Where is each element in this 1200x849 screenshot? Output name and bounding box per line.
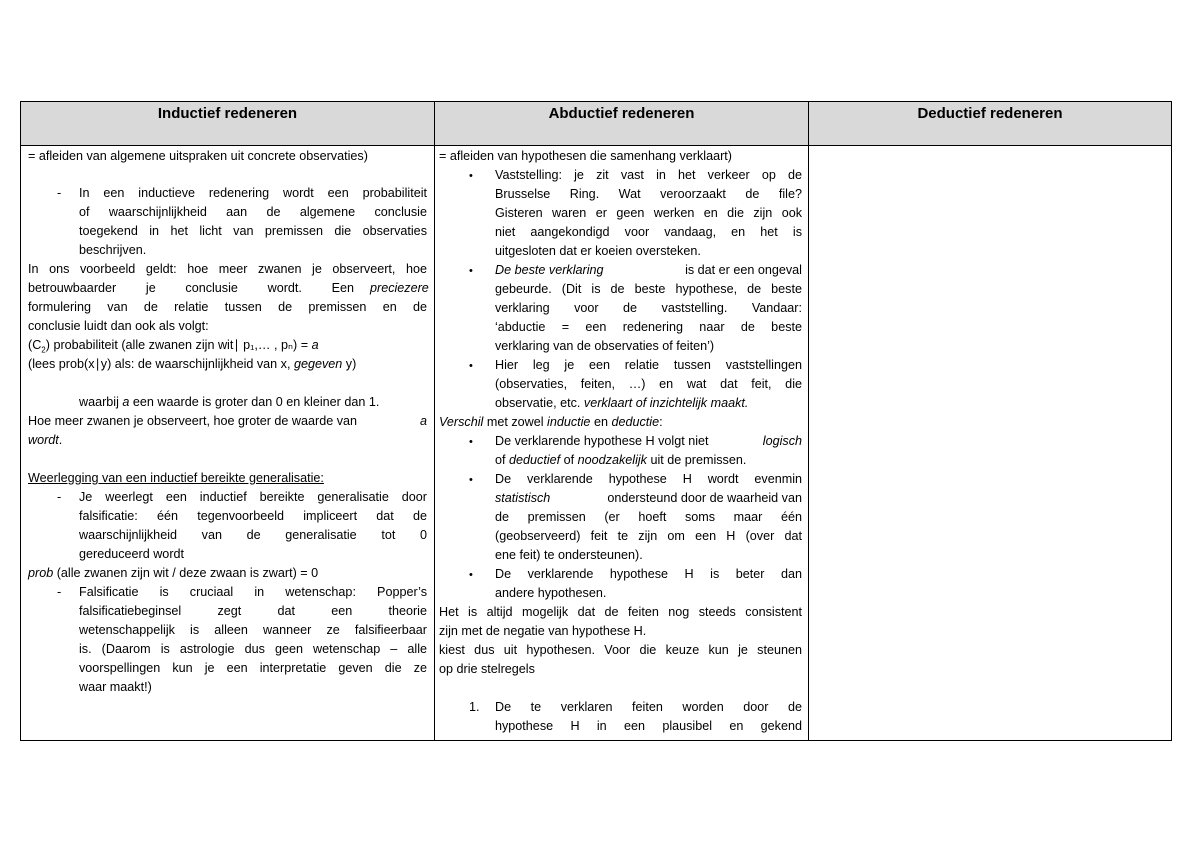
header-deductief: Deductief redeneren (809, 102, 1172, 146)
text-line: De te verklaren feiten worden door de (495, 700, 802, 714)
text-segment: (alle zwanen zijn wit / deze zwaan is zwart) = 0 (53, 566, 319, 580)
formula-subscript: 2 (41, 345, 46, 355)
text-segment: ondersteund door de waarheid van (607, 491, 802, 505)
text-line: In ons voorbeeld geldt: hoe meer zwanen je observeert, hoe (28, 262, 427, 276)
italic-word: noodzakelijk (577, 453, 647, 467)
italic-word: statistisch (495, 491, 551, 505)
text-line: kiest dus uit hypothesen. Voor die keuze kun je steunen (439, 643, 802, 657)
text-line: voorspellingen kun je een interpretatie geven die ze (79, 661, 427, 675)
text-line: verklaring van de observaties of feiten’) (495, 339, 715, 353)
header-row (21, 102, 1172, 146)
text-line: ‘abductie = een redenering naar de beste (495, 320, 802, 334)
italic-word: Verschil (439, 415, 484, 429)
dash-bullet: - (57, 490, 62, 504)
formula-explanation (28, 355, 356, 374)
text-line: hypothese H in een plausibel en gekend (495, 719, 802, 733)
text-line: ene feit) te ondersteunen). (495, 548, 643, 562)
text-segment: . (58, 433, 63, 447)
content-row (21, 146, 1172, 741)
text-line: uitgesloten dat er koeien oversteken. (495, 244, 701, 258)
bullet-dot: • (469, 265, 473, 277)
text-segment: waarbij (79, 395, 123, 409)
text-segment: een waarde is groter dan 0 en kleiner dan 1. (129, 395, 380, 409)
text-line: gebeurde. (Dit is de beste hypothese, de beste (495, 282, 802, 296)
text-line (28, 412, 427, 431)
bullet-dot: • (469, 569, 473, 581)
text-line: (geobserveerd) feit te zijn om een H (over dat (495, 529, 802, 543)
bullet-dot: • (469, 474, 473, 486)
italic-word: a (122, 395, 130, 409)
italic-word: logisch (762, 434, 802, 448)
text-line (79, 393, 379, 412)
text-line: zijn met de negatie van hypothese H. (439, 624, 647, 638)
text-line: falsificatiebeginsel zegt dat een theorie (79, 604, 427, 618)
text-segment: met zowel (483, 415, 548, 429)
text-segment: (lees prob(x∣y) als: de waarschijnlijkheid van x, (28, 357, 294, 371)
formula-variable: a (311, 338, 319, 352)
text-line (495, 261, 802, 280)
text-line: Gisteren waren er geen werken en die zijn ook (495, 206, 802, 220)
text-line: beschrijven. (79, 243, 147, 257)
text-line: Falsificatie is cruciaal in wetenschap: Popper’s (79, 585, 427, 599)
text-line: de premissen (er hoeft soms maar één (495, 510, 802, 524)
text-line: Vaststelling: je zit vast in het verkeer op de (495, 168, 802, 182)
list-number: 1. (469, 700, 480, 714)
text-segment: of (495, 453, 510, 467)
italic-word: wordt (28, 433, 59, 447)
italic-word: prob (28, 566, 54, 580)
text-segment: of (560, 453, 578, 467)
text-segment: observatie, etc. (495, 396, 584, 410)
italic-word: deductie (611, 415, 660, 429)
text-line: toegekend in het licht van premissen die observaties (79, 224, 427, 238)
dash-bullet: - (57, 186, 62, 200)
bullet-dot: • (469, 436, 473, 448)
text-segment: uit de premissen. (646, 453, 747, 467)
text-segment: is dat er een ongeval (685, 263, 802, 277)
text-line: conclusie luidt dan ook als volgt: (28, 319, 209, 333)
text-line: waarschijnlijkheid van de generalisatie tot 0 (79, 528, 427, 542)
text-line: De verklarende hypothese H is beter dan (495, 567, 802, 581)
definition-line: = afleiden van hypothesen die samenhang verklaart) (439, 149, 732, 163)
text-line: Hier leg je een relatie tussen vaststellingen (495, 358, 802, 372)
italic-word: gegeven (293, 357, 343, 371)
text-line: In een inductieve redenering wordt een probabiliteit (79, 186, 427, 200)
text-segment: Hoe meer zwanen je observeert, hoe groter de waarde van (28, 414, 358, 428)
text-line: gereduceerd wordt (79, 547, 185, 561)
italic-word: deductief (509, 453, 561, 467)
bullet-dot: • (469, 360, 473, 372)
italic-word: preciezere (370, 281, 429, 295)
italic-word: inductie (547, 415, 591, 429)
formula-line (28, 564, 318, 583)
formula-part: (C (28, 338, 42, 352)
text-line (28, 431, 62, 450)
text-line: falsificatie: één tegenvoorbeeld impliceert dat de (79, 509, 427, 523)
text-line: Brusselse Ring. Wat veroorzaakt de file? (495, 187, 802, 201)
text-line: verklaring voor de vaststelling. Vandaar: (495, 301, 802, 315)
text-line (495, 432, 802, 451)
formula-part: ) probabiliteit (alle zwanen zijn wit∣ p₁,… , pₙ) = (45, 338, 312, 352)
text-segment: De verklarende hypothese H volgt niet (495, 434, 709, 448)
text-line: De verklarende hypothese H wordt evenmin (495, 472, 802, 486)
text-line: wetenschappelijk is alleen wanneer ze falsifieerbaar (79, 623, 427, 637)
text-line: niet aangekondigd voor vandaag, en het is (495, 225, 802, 239)
text-line: op drie stelregels (439, 662, 535, 676)
text-line: Het is altijd mogelijk dat de feiten nog steeds consistent (439, 605, 802, 619)
cell-abductief (435, 146, 809, 741)
cell-deductief (809, 146, 1172, 741)
text-line: formulering van de relatie tussen de premissen en de (28, 300, 427, 314)
text-line: (observaties, feiten, …) en wat dat feit, die (495, 377, 802, 391)
text-line: Je weerlegt een inductief bereikte generalisatie door (79, 490, 427, 504)
dash-bullet: - (57, 585, 62, 599)
italic-phrase: verklaart of inzichtelijk maakt. (583, 396, 749, 410)
text-segment: betrouwbaarder je conclusie wordt. Een (28, 281, 354, 295)
text-line (495, 451, 746, 470)
text-segment: : (659, 415, 663, 429)
text-segment: y) (342, 357, 357, 371)
text-line: is. (Daarom is astrologie dus geen wetenschap – alle (79, 642, 427, 656)
header-inductief: Inductief redeneren (21, 102, 435, 146)
text-line: of waarschijnlijkheid aan de algemene conclusie (79, 205, 427, 219)
text-line (495, 489, 802, 508)
text-line (439, 413, 663, 432)
bullet-dot: • (469, 170, 473, 182)
cell-inductief (21, 146, 435, 741)
text-line: andere hypothesen. (495, 586, 607, 600)
text-line (495, 394, 748, 413)
italic-phrase: De beste verklaring (495, 263, 604, 277)
text-line: waar maakt!) (79, 680, 152, 694)
definition-line: = afleiden van algemene uitspraken uit concrete observaties) (28, 149, 368, 163)
italic-word: a (419, 414, 427, 428)
text-segment: en (590, 415, 612, 429)
header-abductief: Abductief redeneren (435, 102, 809, 146)
section-heading (28, 469, 324, 488)
underlined-heading: Weerlegging van een inductief bereikte generalisatie: (28, 471, 324, 485)
comparison-table (20, 101, 1172, 741)
